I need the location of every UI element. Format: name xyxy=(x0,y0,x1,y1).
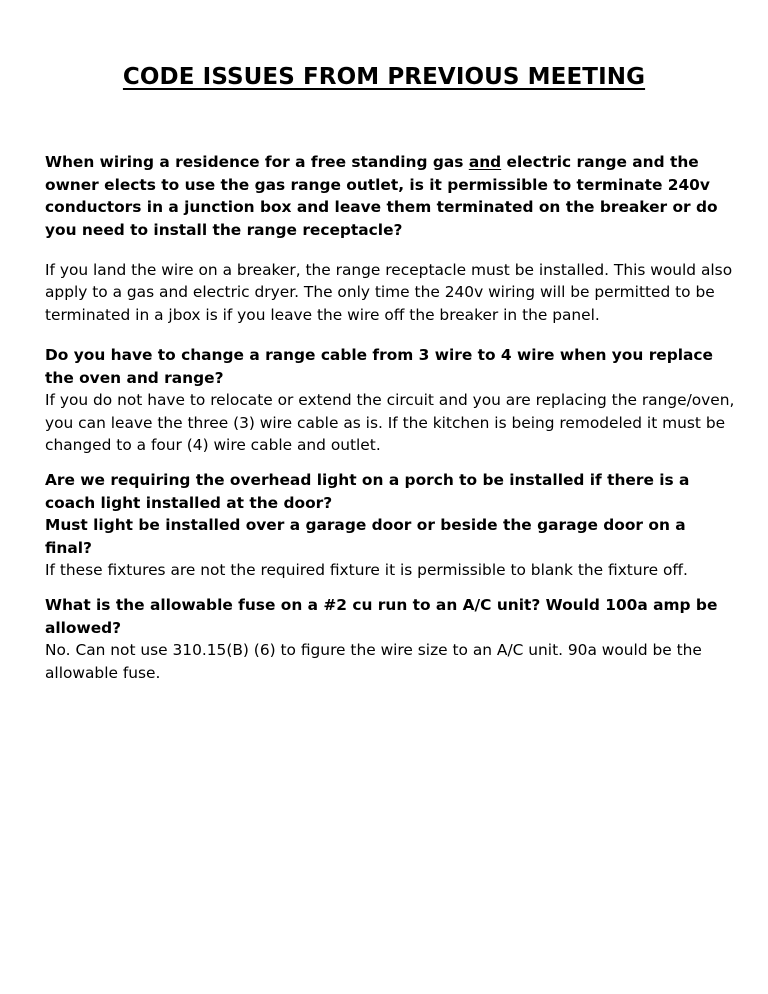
section-3-question-2: Must light be installed over a garage door or beside the garage door on a final? xyxy=(45,516,686,557)
question-text-cont: electric range and the owner elects to use the gas range outlet, is it permissible to terminate 240v conductors in a junction box and leave them terminated on the breaker or do you need to install the range receptacle? xyxy=(45,153,718,239)
section-3 xyxy=(45,469,735,582)
section-3-question: Are we requiring the overhead light on a porch to be installed if there is a coach light installed at the door? xyxy=(45,471,690,512)
section-1-answer-block xyxy=(45,259,735,326)
section-3-answer: If these fixtures are not the required fixture it is permissible to blank the fixture off. xyxy=(45,561,688,580)
section-2 xyxy=(45,344,735,456)
section-1 xyxy=(45,151,735,241)
underlined-word: and xyxy=(468,153,502,171)
question-text: When wiring a residence for a free standing gas xyxy=(45,153,469,171)
section-4-question: What is the allowable fuse on a #2 cu run to an A/C unit? Would 100a amp be allowed? xyxy=(45,596,718,637)
section-2-answer: If you do not have to relocate or extend the circuit and you are replacing the range/oven, you can leave the three (3) wire cable as is. If the kitchen is being remodeled it must be changed to a four (4) wire cable and outlet. xyxy=(45,391,735,454)
section-1-answer: If you land the wire on a breaker, the range receptacle must be installed. This would also apply to a gas and electric dryer. The only time the 240v wiring will be permitted to be terminated in a jbox is if you leave the wire off the breaker in the panel. xyxy=(45,261,733,324)
section-4-answer: No. Can not use 310.15(B) (6) to figure the wire size to an A/C unit. 90a would be the allowable fuse. xyxy=(45,641,702,682)
section-4 xyxy=(45,594,735,684)
section-2-question: Do you have to change a range cable from 3 wire to 4 wire when you replace the oven and range? xyxy=(45,346,713,387)
section-1-question xyxy=(45,151,735,241)
page-title: CODE ISSUES FROM PREVIOUS MEETING xyxy=(122,64,646,90)
